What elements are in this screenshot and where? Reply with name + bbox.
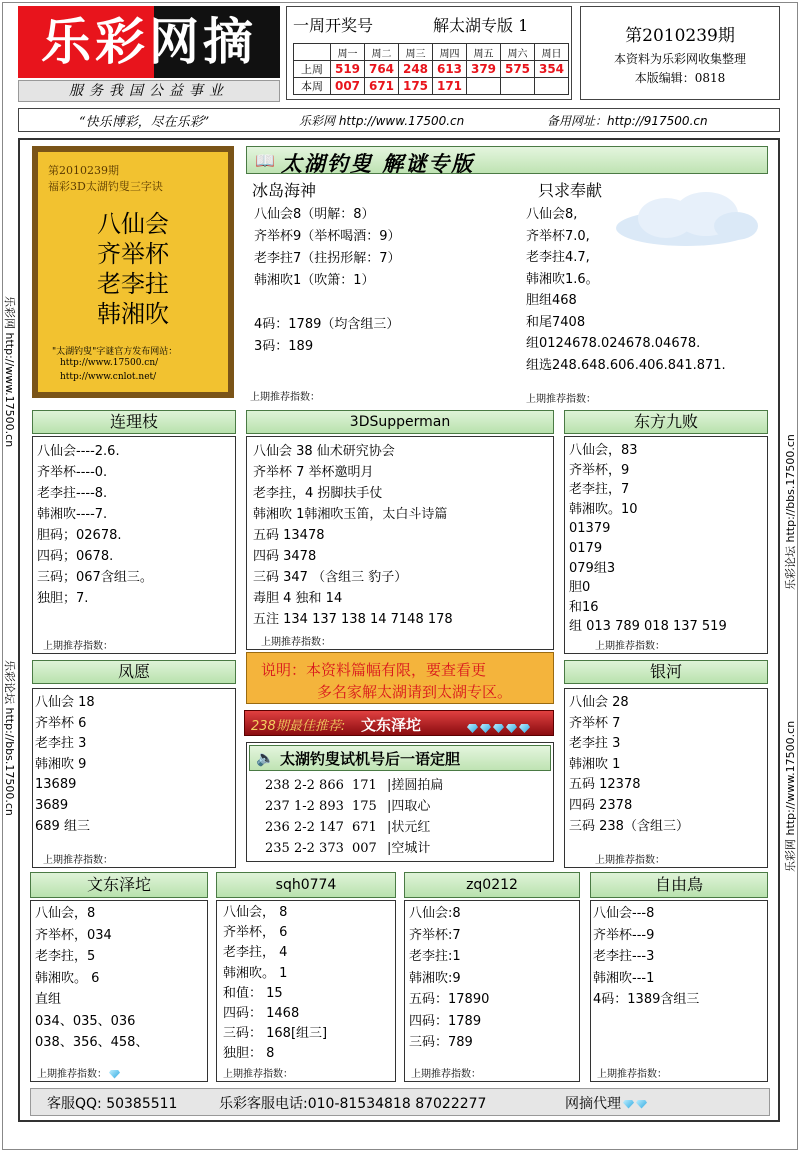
- result-cell: 379: [467, 61, 501, 78]
- text-line: 八仙会，83: [569, 443, 638, 458]
- day-header: 周四: [433, 44, 467, 61]
- text-line: 3689: [35, 797, 69, 813]
- issue-number: 第2010239期: [625, 26, 735, 46]
- text-line: 4码：1389含组三: [593, 992, 700, 1007]
- zhiqiu-lines: [526, 204, 726, 376]
- text-line: 韩湘吹。10: [569, 501, 638, 517]
- side-text-right-bottom: 乐彩网 http://www.17500.cn: [784, 720, 797, 872]
- text-line: 韩湘吹 1韩湘吹玉笛，太白斗诗篇: [253, 507, 448, 522]
- result-cell: 671: [365, 78, 399, 95]
- best-name: 文东泽坨: [361, 716, 422, 734]
- shiji-box: [246, 742, 554, 862]
- rec-label: 上期推荐指数：: [597, 1069, 667, 1080]
- rec-label: 上期推荐指数：: [411, 1069, 481, 1080]
- yinhe-panel: [564, 688, 768, 868]
- text-line: 齐举杯7.0,: [526, 228, 590, 244]
- footer-phone: 乐彩客服电话:010-81534818 87022277: [219, 1096, 487, 1112]
- text-line: 齐举杯 7 举杯邀明月: [253, 465, 374, 480]
- row-label: 上周: [294, 61, 331, 78]
- text-line: 韩湘吹1（吹箫：1）: [254, 273, 375, 288]
- shiji-header: [249, 745, 551, 771]
- diamond-icon: [623, 1100, 634, 1109]
- sqh-panel: [216, 900, 396, 1082]
- text-line: 三码：789: [409, 1035, 473, 1050]
- text-line: 038、356、458、: [35, 1035, 149, 1050]
- text-line: 四码：1789: [409, 1013, 482, 1029]
- diamond-icon: [109, 1070, 120, 1079]
- result-cell: 171: [433, 78, 467, 95]
- day-header: 周三: [399, 44, 433, 61]
- main-title-bar: [246, 146, 768, 174]
- text-line: [254, 292, 401, 314]
- logo: [18, 6, 280, 100]
- riddle-line: 韩湘吹: [97, 300, 169, 328]
- text-line: 八仙会 28: [569, 695, 629, 710]
- text-line: 689 组三: [35, 818, 90, 834]
- row-label: 本周: [294, 78, 331, 95]
- result-cell: 613: [433, 61, 467, 78]
- riddle-line: 齐举杯: [97, 240, 169, 268]
- supperman-panel: [246, 436, 554, 650]
- diamond-icon: [493, 724, 504, 733]
- text-line: 毒胆 4 独和 14: [253, 591, 343, 606]
- results-table: [293, 43, 569, 95]
- day-header: 周五: [467, 44, 501, 61]
- text-line: 三码 347 （含组三 豹子）: [253, 570, 408, 585]
- result-cell: 354: [535, 61, 569, 78]
- text-line: 四码： 1468: [223, 1006, 300, 1022]
- text-line: 齐举杯 6: [35, 715, 87, 731]
- banner-motto: “快乐博彩，尽在乐彩”: [79, 115, 210, 130]
- supperman-header: 3DSupperman: [246, 410, 554, 434]
- ziyou-panel: [590, 900, 768, 1082]
- side-text-left-bottom: 乐彩论坛 http://bbs.17500.cn: [3, 660, 16, 816]
- zq-header: zq0212: [404, 872, 580, 898]
- text-line: 韩湘吹---1: [593, 970, 655, 986]
- text-line: 老李拄:1: [409, 949, 461, 964]
- text-line: 八仙会---8: [593, 906, 655, 921]
- dongfang-header: 东方九败: [564, 410, 768, 434]
- text-line: 0179: [569, 540, 603, 556]
- issue-box: [580, 6, 780, 100]
- text-line: 胆码；02678.: [37, 528, 122, 543]
- text-line: 13689: [35, 777, 77, 793]
- text-line: 五注 134 137 138 14 7148 178: [253, 612, 453, 627]
- text-line: 老李拄4.7,: [526, 250, 590, 265]
- riddle-line: 八仙会: [97, 210, 169, 238]
- text-line: 八仙会----2.6.: [37, 444, 120, 459]
- diamond-icon: [636, 1100, 647, 1109]
- text-line: 三码；067含组三。: [37, 570, 153, 585]
- lianlizhi-panel: [32, 436, 236, 654]
- text-line: 胆0: [569, 580, 591, 596]
- logo-slogan: 服务我国公益事业: [18, 80, 280, 102]
- rec-label: 上期推荐指数：: [526, 394, 596, 405]
- text-line: 和值： 15: [223, 985, 283, 1001]
- banner-backup[interactable]: 备用网址：http://917500.cn: [547, 114, 708, 128]
- rec-label: 上期推荐指数：: [43, 641, 113, 652]
- rec-label: 上期推荐指数：: [250, 392, 320, 403]
- rec-label: 上期推荐指数：: [595, 641, 665, 652]
- day-header: 周六: [501, 44, 535, 61]
- text-line: 老李拄，4 拐脚扶手仗: [253, 486, 383, 501]
- logo-text: 乐彩网摘: [18, 6, 280, 78]
- text-line: 五码 12378: [569, 777, 641, 793]
- wendong-header: 文东泽坨: [30, 872, 208, 898]
- text-line: 齐举杯，9: [569, 462, 630, 478]
- result-cell: [501, 78, 535, 95]
- fengyuan-header: 凤愿: [32, 660, 236, 684]
- text-line: 4码：1789（均含组三）: [254, 317, 400, 332]
- text-line: 三码 238（含组三）: [569, 818, 689, 834]
- text-line: 034、035、036: [35, 1013, 136, 1029]
- text-line: 齐举杯， 6: [223, 925, 288, 941]
- text-line: 四码；0678.: [37, 549, 114, 564]
- results-title-right: 解太湖专版 1: [433, 16, 529, 35]
- shiji-title: 太湖钓叟试机号后一语定胆: [280, 750, 461, 768]
- riddle-subtitle: 福彩3D太湖钓叟三字诀: [48, 180, 163, 193]
- text-line: 齐举杯:7: [409, 927, 461, 943]
- diamond-icon: [506, 724, 517, 733]
- riddle-source: "太湖钓叟"字谜官方发布网站：: [52, 347, 178, 357]
- text-line: 齐举杯----0.: [37, 465, 108, 480]
- text-line: 三码： 168[组三]: [223, 1026, 328, 1042]
- text-line: 老李拄----8.: [37, 486, 108, 501]
- text-line: 韩湘吹:9: [409, 970, 461, 986]
- side-text-left-top: 乐彩网 http://www.17500.cn: [3, 296, 16, 448]
- ziyou-header: 自由鳥: [590, 872, 768, 898]
- diamond-icon: [467, 724, 478, 733]
- day-header: 周一: [331, 44, 365, 61]
- text-line: 齐举杯 7: [569, 715, 621, 731]
- text-line: 老李拄7（拄拐形解：7）: [254, 251, 401, 266]
- main-title: 太湖钓叟 解谜专版: [281, 151, 475, 176]
- text-line: 独胆；7.: [37, 591, 89, 606]
- text-line: 韩湘吹。 1: [223, 965, 288, 981]
- table-row: 237 1-2 893 175 |四取心: [265, 799, 431, 814]
- result-cell: 248: [399, 61, 433, 78]
- issue-note: 本资料为乐彩网收集整理: [613, 52, 746, 66]
- text-line: 韩湘吹1.6。: [526, 271, 599, 287]
- text-line: 八仙会 18: [35, 695, 95, 710]
- riddle-url[interactable]: http://www.17500.cn/: [60, 358, 159, 368]
- riddle-line: 老李拄: [97, 270, 169, 298]
- speaker-icon: 🔈: [256, 749, 275, 767]
- lianlizhi-header: 连理枝: [32, 410, 236, 434]
- day-header: 周日: [535, 44, 569, 61]
- text-line: 八仙会8,: [526, 207, 578, 222]
- best-label: 238期最佳推荐:: [251, 719, 346, 734]
- results-box: [286, 6, 572, 100]
- result-cell: 519: [331, 61, 365, 78]
- riddle-url[interactable]: http://www.cnlot.net/: [60, 372, 157, 382]
- text-line: 四码 2378: [569, 797, 633, 813]
- text-line: 韩湘吹 1: [569, 756, 621, 772]
- result-cell: 007: [331, 78, 365, 95]
- result-cell: [535, 78, 569, 95]
- table-row: 236 2-2 147 671 |状元红: [265, 820, 431, 835]
- sqh-header: sqh0774: [216, 872, 396, 898]
- text-line: 八仙会 38 仙术研究协会: [253, 444, 395, 459]
- text-line: 八仙会， 8: [223, 905, 288, 920]
- text-line: 齐举杯9（举杯喝酒：9）: [254, 229, 401, 244]
- text-line: 八仙会8（明解：8）: [254, 207, 375, 222]
- best-bar: [244, 710, 554, 736]
- day-header: 周二: [365, 44, 399, 61]
- notice-box: [246, 652, 554, 704]
- text-line: 组选248.648.606.406.841.871.: [526, 357, 726, 373]
- side-text-right-top: 乐彩论坛 http://bbs.17500.cn: [784, 434, 797, 590]
- text-line: 组 013 789 018 137 519: [569, 619, 727, 635]
- bingdao-name: 冰岛海神: [252, 181, 317, 200]
- yinhe-header: 银河: [564, 660, 768, 684]
- bingdao-lines: [254, 204, 401, 358]
- text-line: 韩湘吹 9: [35, 756, 87, 772]
- text-line: 齐举杯，034: [35, 927, 112, 943]
- rec-label: 上期推荐指数：: [595, 855, 665, 866]
- rec-label: 上期推荐指数：: [223, 1069, 293, 1080]
- text-line: 和16: [569, 599, 599, 615]
- text-line: 老李拄，5: [35, 949, 96, 964]
- text-line: 独胆： 8: [223, 1046, 275, 1062]
- text-line: 齐举杯---9: [593, 927, 655, 943]
- footer-qq: 客服QQ: 50385511: [47, 1096, 178, 1112]
- text-line: 胆组468: [526, 293, 577, 308]
- notice-line: 说明：本资料篇幅有限，要查看更: [261, 661, 487, 679]
- table-row: 235 2-2 373 007 |空城计: [265, 841, 431, 856]
- text-line: 老李拄，7: [569, 482, 630, 498]
- shiji-rows: [265, 775, 443, 859]
- text-line: 老李拄 3: [35, 736, 87, 752]
- text-line: 四码 3478: [253, 549, 317, 564]
- text-line: 和尾7408: [526, 314, 586, 330]
- rec-label: 上期推荐指数：: [37, 1065, 120, 1080]
- zq-panel: [404, 900, 580, 1082]
- banner-site[interactable]: 乐彩网 http://www.17500.cn: [299, 114, 465, 128]
- result-cell: 764: [365, 61, 399, 78]
- rec-label: 上期推荐指数：: [43, 855, 113, 866]
- text-line: 五码 13478: [253, 528, 325, 543]
- dongfang-panel: [564, 436, 768, 654]
- diamond-icon: [519, 724, 530, 733]
- notice-line: 多名家解太湖请到太湖专区。: [317, 683, 513, 701]
- text-line: 八仙会:8: [409, 906, 461, 921]
- text-line: 079组3: [569, 560, 616, 576]
- text-line: 老李拄---3: [593, 949, 655, 964]
- rec-label: 上期推荐指数：: [261, 637, 331, 648]
- result-cell: 575: [501, 61, 535, 78]
- footer-agent: 网摘代理: [565, 1093, 647, 1113]
- issue-editor: 本版编辑：0818: [634, 71, 726, 85]
- zhiqiu-name: 只求奉献: [538, 181, 603, 200]
- text-line: 韩湘吹----7.: [37, 507, 108, 522]
- text-line: 五码：17890: [409, 992, 490, 1007]
- diamond-icon: [480, 724, 491, 733]
- result-cell: 175: [399, 78, 433, 95]
- text-line: 老李拄 3: [569, 736, 621, 752]
- text-line: 八仙会，8: [35, 906, 96, 921]
- result-cell: [467, 78, 501, 95]
- table-row: 238 2-2 866 171 |搓圆拍扁: [265, 778, 444, 793]
- banner: [18, 108, 780, 132]
- book-icon: 📖: [255, 151, 275, 170]
- diamond-icons: [465, 718, 530, 737]
- text-line: 3码：189: [254, 339, 314, 354]
- text-line: 老李拄， 4: [223, 945, 288, 961]
- results-title-left: 一周开奖号: [293, 16, 374, 35]
- riddle-issue: 第2010239期: [48, 164, 119, 177]
- riddle-card: [32, 146, 234, 398]
- text-line: 组0124678.024678.04678.: [526, 336, 701, 351]
- fengyuan-panel: [32, 688, 236, 868]
- wendong-panel: [30, 900, 208, 1082]
- text-line: 直组: [35, 992, 62, 1007]
- text-line: 01379: [569, 521, 611, 537]
- text-line: 韩湘吹。 6: [35, 970, 100, 986]
- footer-bar: [30, 1088, 770, 1116]
